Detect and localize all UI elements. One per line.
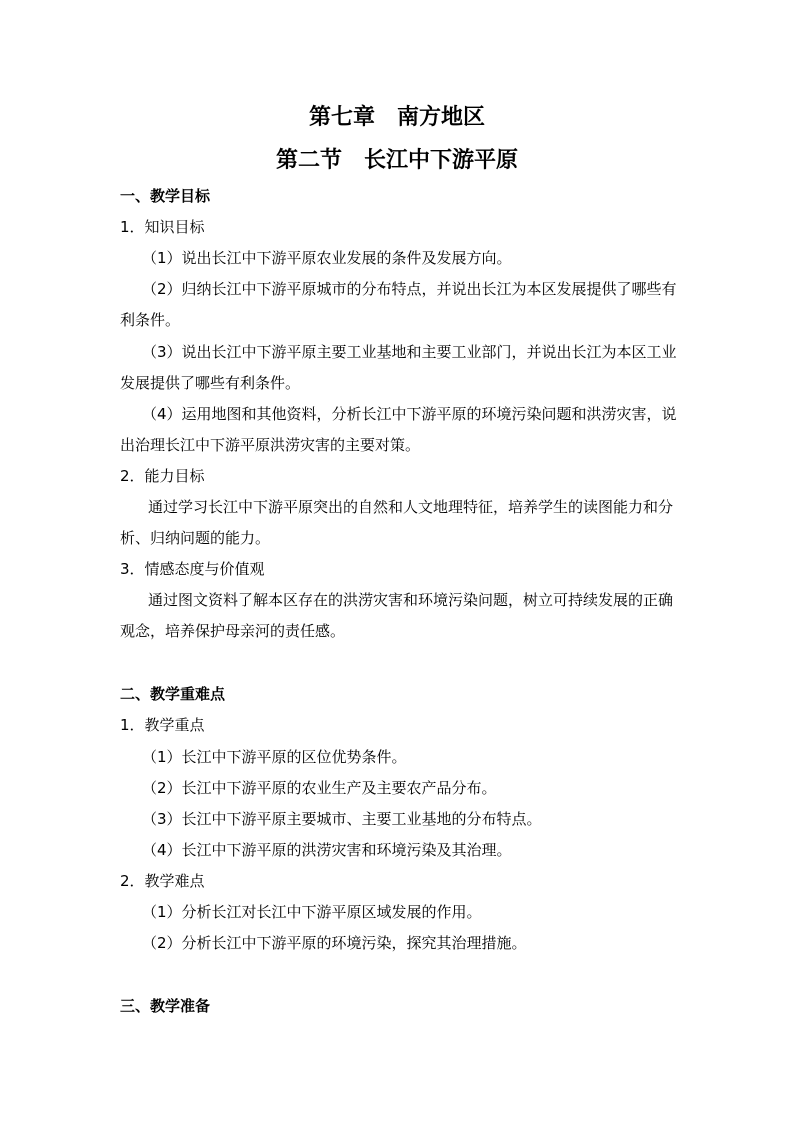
key-point-4: （4）长江中下游平原的洪涝灾害和环境污染及其治理。 [142,841,512,859]
key-point-1: （1）长江中下游平原的区位优势条件。 [142,748,407,766]
knowledge-goals-label: 1．知识目标 [120,218,205,236]
ability-goals-label: 2．能力目标 [120,467,205,485]
section-title: 第二节 长江中下游平原 [275,147,518,173]
knowledge-goal-1: （1）说出长江中下游平原农业发展的条件及发展方向。 [142,249,512,267]
difficult-point-1: （1）分析长江对长江中下游平原区域发展的作用。 [142,903,482,921]
ability-goals-text: 通过学习长江中下游平原突出的自然和人文地理特征，培养学生的读图能力和分析、归纳问题的能力。 [120,498,674,547]
knowledge-goal-4: （4）运用地图和其他资料，分析长江中下游平原的环境污染问题和洪涝灾害，说出治理长江中下游平原洪涝灾害的主要对策。 [120,405,677,454]
chapter-title: 第七章 南方地区 [308,104,485,130]
key-point-2: （2）长江中下游平原的农业生产及主要农产品分布。 [142,779,497,797]
attitude-goals-label: 3．情感态度与价值观 [120,560,265,578]
key-points-label: 1．教学重点 [120,716,205,734]
heading-teaching-preparation: 三、教学准备 [120,997,211,1015]
knowledge-goal-3: （3）说出长江中下游平原主要工业基地和主要工业部门，并说出长江为本区工业发展提供了哪些有利条件。 [120,343,677,392]
key-point-3: （3）长江中下游平原主要城市、主要工业基地的分布特点。 [142,810,542,828]
heading-teaching-goals: 一、教学目标 [120,187,211,205]
attitude-goals-text: 通过图文资料了解本区存在的洪涝灾害和环境污染问题，树立可持续发展的正确观念，培养保护母亲河的责任感。 [120,591,674,640]
heading-key-difficult-points: 二、教学重难点 [120,685,226,703]
difficult-points-label: 2．教学难点 [120,872,205,890]
knowledge-goal-2: （2）归纳长江中下游平原城市的分布特点，并说出长江为本区发展提供了哪些有利条件。 [120,280,677,329]
difficult-point-2: （2）分析长江中下游平原的环境污染，探究其治理措施。 [142,934,527,952]
